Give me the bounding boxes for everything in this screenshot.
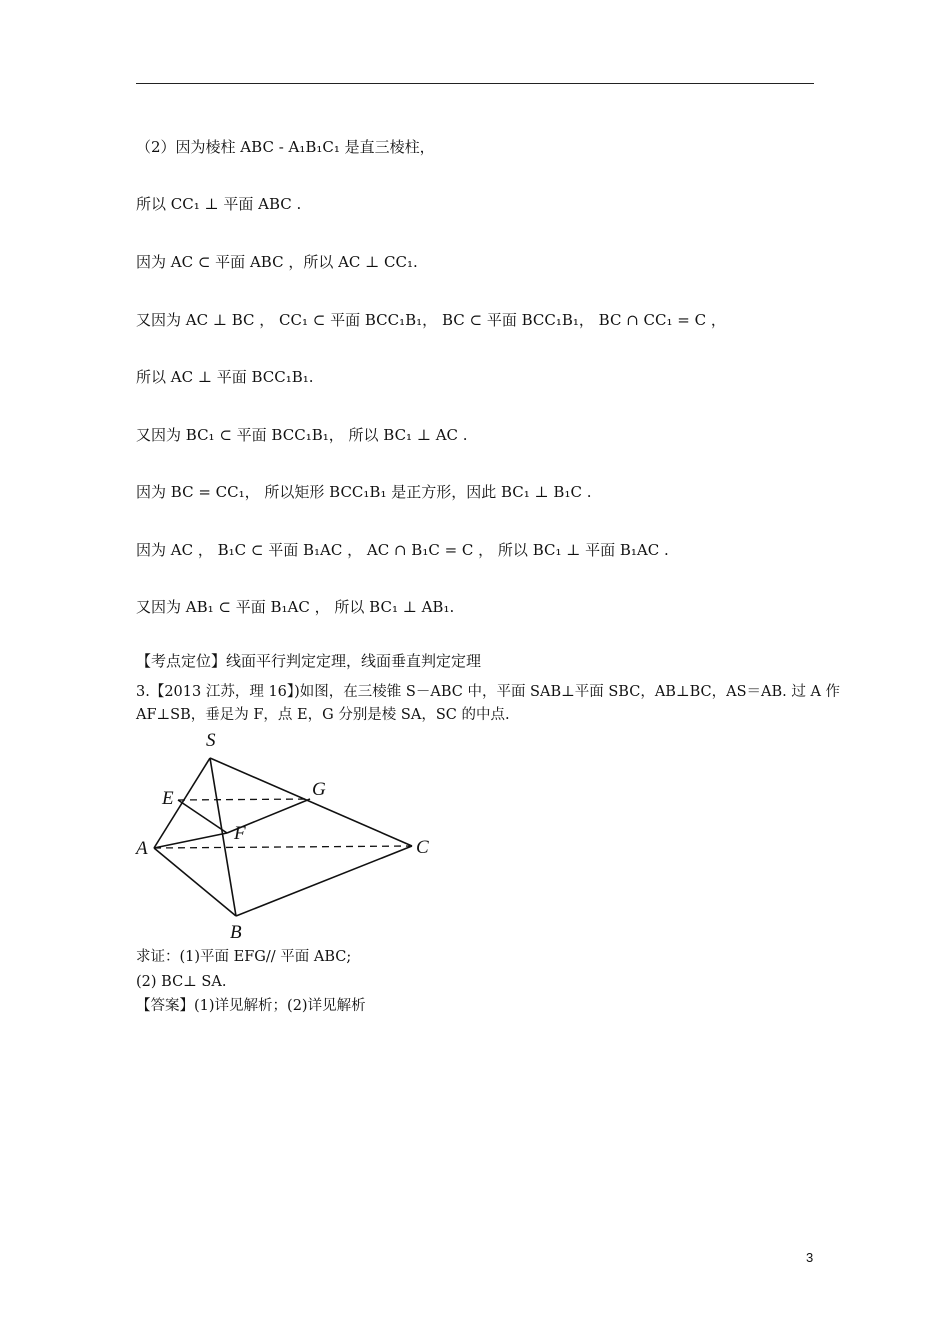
proof-line-7: 因为 BC = CC₁， 所以矩形 BCC₁B₁ 是正方形，因此 BC₁ ⊥ B₁C . <box>136 483 592 501</box>
page-number: 3 <box>806 1250 814 1265</box>
proof-line-9: 又因为 AB₁ ⊂ 平面 B₁AC ， 所以 BC₁ ⊥ AB₁. <box>136 598 455 616</box>
proof-line-8: 因为 AC ， B₁C ⊂ 平面 B₁AC ， AC ∩ B₁C = C ， 所以 BC₁ ⊥ 平面 B₁AC . <box>136 541 669 559</box>
label-A: A <box>136 838 148 859</box>
label-E: E <box>162 788 174 809</box>
label-G: G <box>312 779 326 800</box>
label-C: C <box>416 837 429 858</box>
edge-SB <box>210 758 236 916</box>
qiuzheng-2: (2) BC⊥ SA. <box>136 974 227 990</box>
proof-line-5: 所以 AC ⊥ 平面 BCC₁B₁. <box>136 368 314 386</box>
qiuzheng-1: 求证：(1)平面 EFG// 平面 ABC; <box>136 949 352 965</box>
edge-AF <box>154 833 227 848</box>
edge-AB <box>154 848 236 916</box>
edge-AC-dashed <box>154 846 412 848</box>
edge-EG-dashed <box>178 799 310 800</box>
label-B: B <box>230 922 242 943</box>
problem-3-line-2: AF⊥SB，垂足为 F，点 E，G 分别是棱 SA，SC 的中点. <box>136 707 510 723</box>
proof-line-3: 因为 AC ⊂ 平面 ABC ，所以 AC ⊥ CC₁. <box>136 253 418 271</box>
header-rule <box>136 83 814 84</box>
problem-3-line-1: 3.【2013 江苏，理 16】)如图，在三棱锥 S－ABC 中，平面 SAB⊥平面 SBC，AB⊥BC，AS＝AB. 过 A 作 <box>136 684 841 700</box>
kaodian-dingwei: 【考点定位】线面平行判定定理，线面垂直判定定理 <box>136 652 482 670</box>
label-S: S <box>206 730 216 751</box>
proof-line-4: 又因为 AC ⊥ BC ， CC₁ ⊂ 平面 BCC₁B₁， BC ⊂ 平面 BCC₁B₁， BC ∩ CC₁ = C ， <box>136 311 726 329</box>
tetrahedron-figure <box>132 722 442 944</box>
proof-line-2: 所以 CC₁ ⊥ 平面 ABC . <box>136 195 302 213</box>
answer: 【答案】(1)详见解析；(2)详见解析 <box>136 998 366 1014</box>
proof-line-6: 又因为 BC₁ ⊂ 平面 BCC₁B₁， 所以 BC₁ ⊥ AC . <box>136 426 468 444</box>
label-F: F <box>234 823 246 844</box>
proof-line-1: （2）因为棱柱 ABC - A₁B₁C₁ 是直三棱柱， <box>136 138 435 156</box>
edge-BC <box>236 846 412 916</box>
